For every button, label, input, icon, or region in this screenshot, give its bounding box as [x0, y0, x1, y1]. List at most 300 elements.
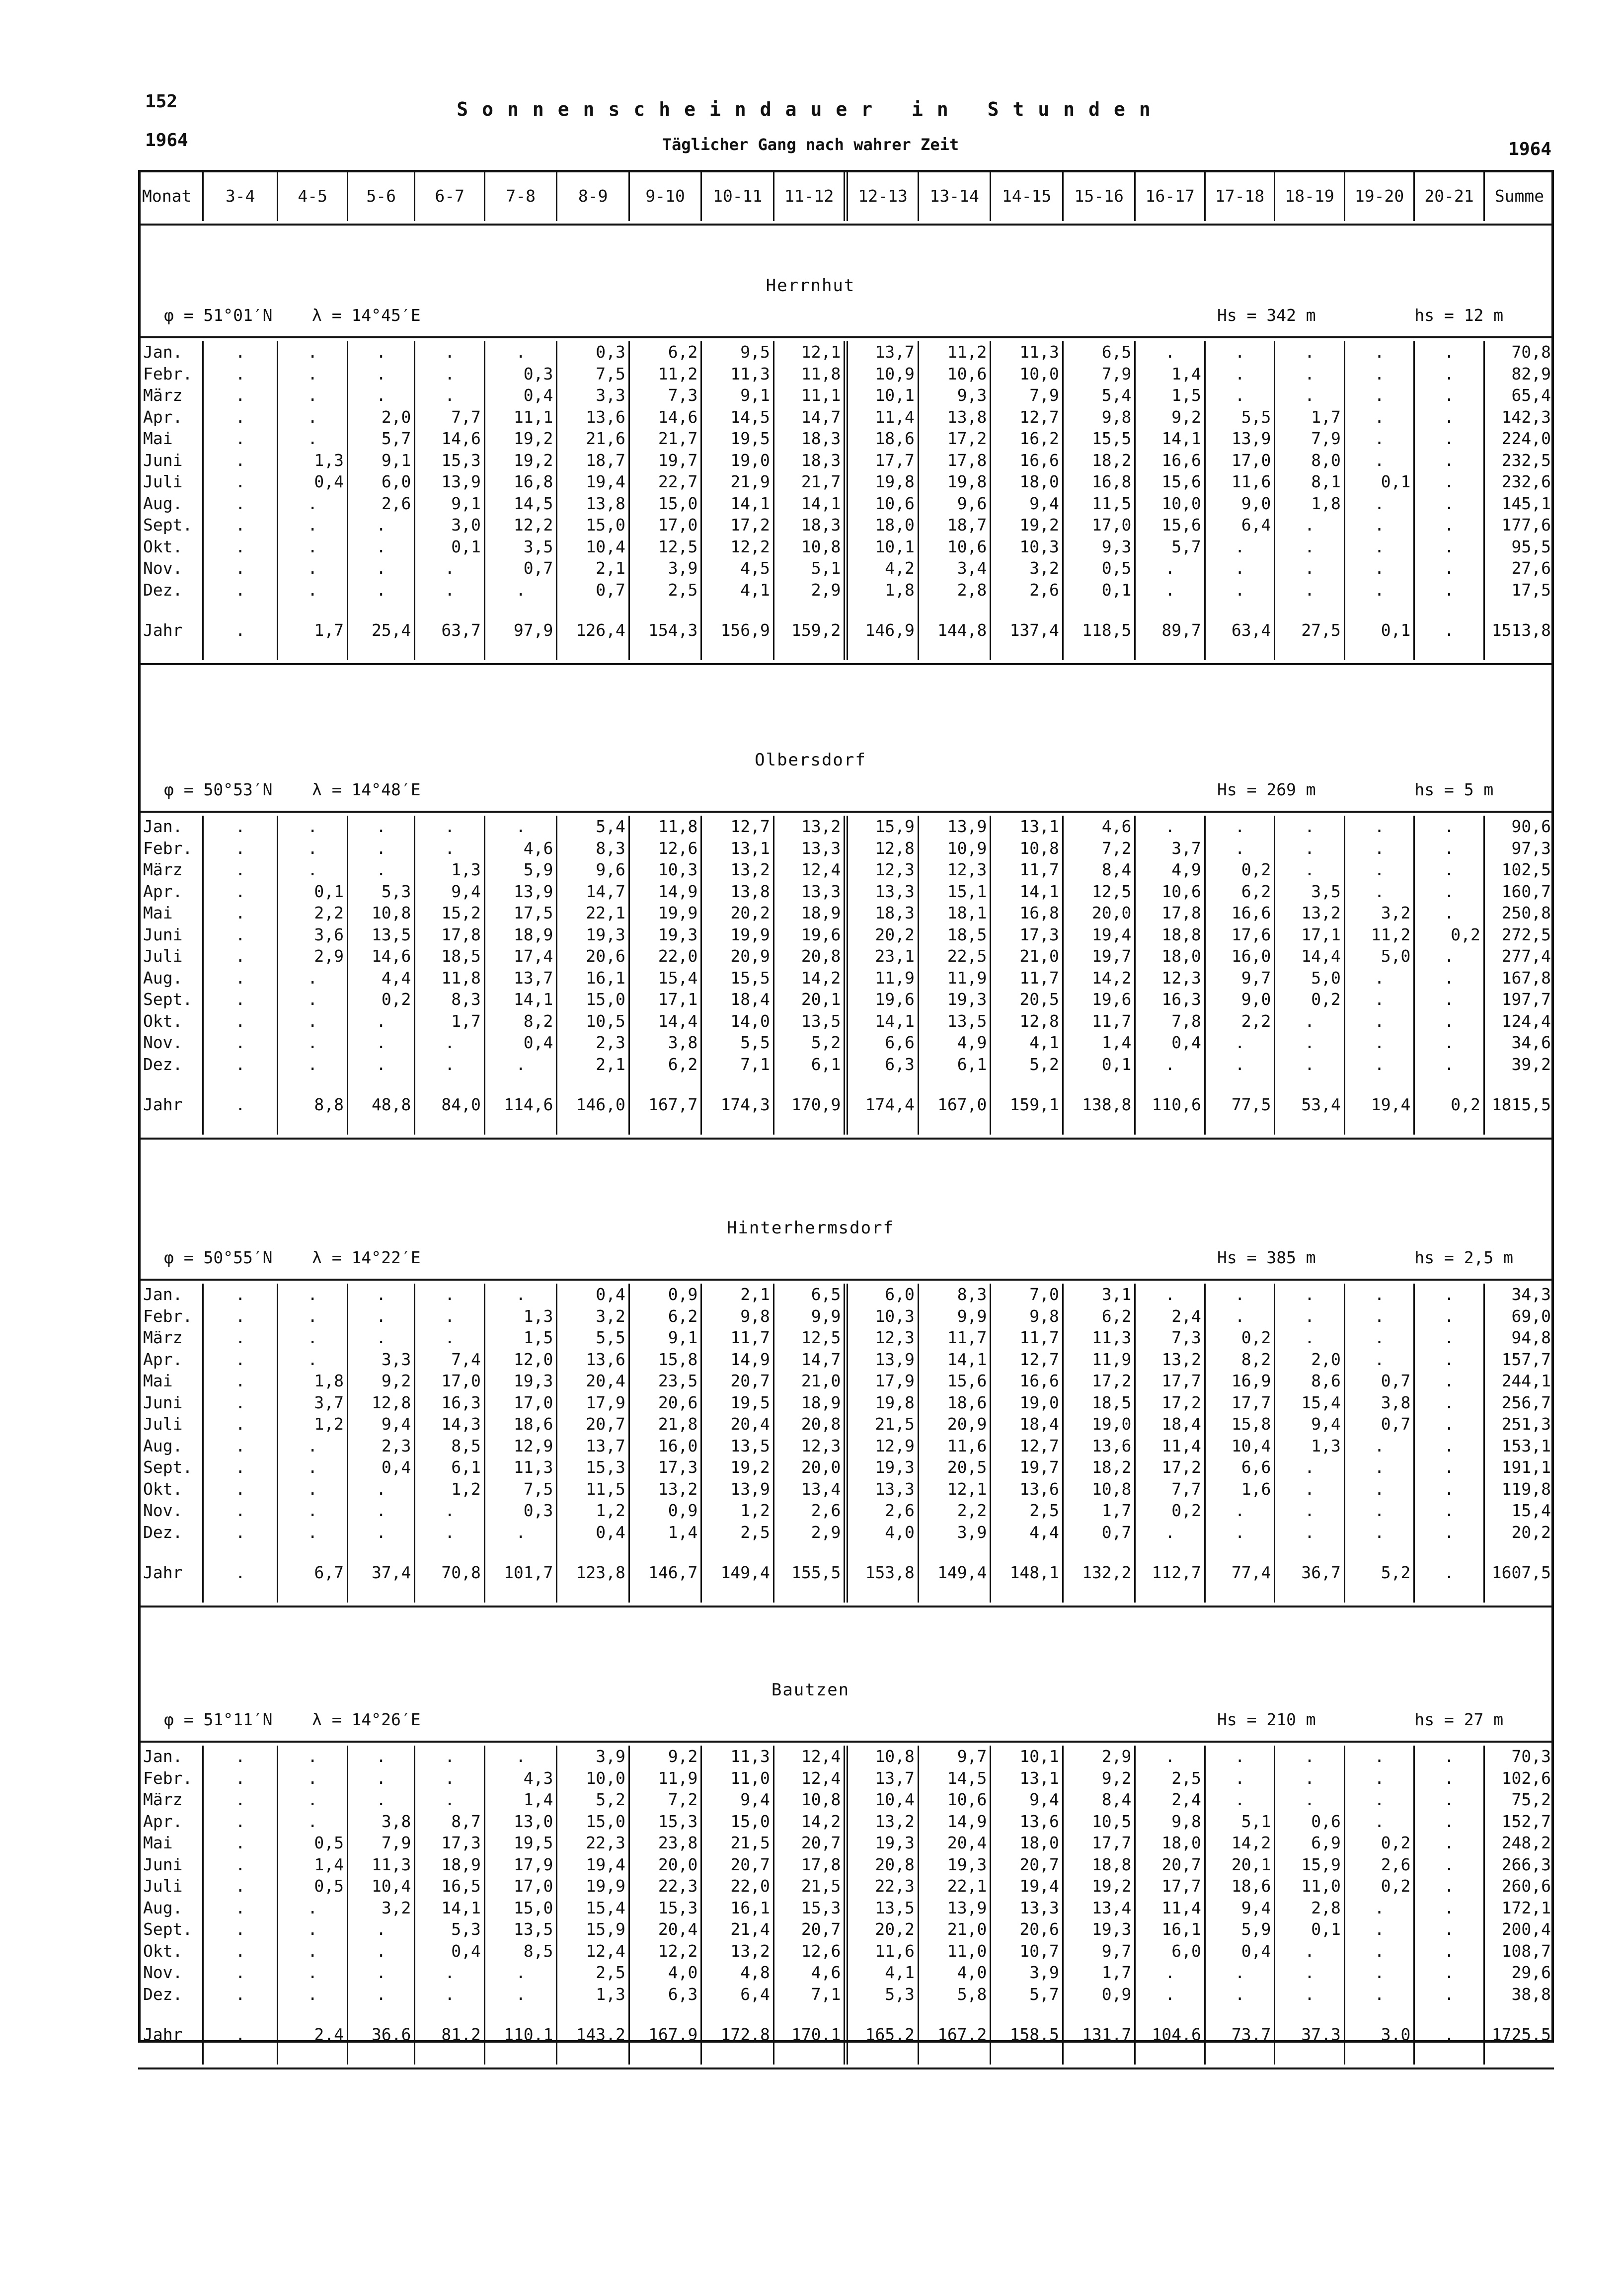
- table-cell: 167,0: [918, 1075, 991, 1135]
- table-cell: 1,8: [278, 1370, 347, 1392]
- table-cell: 5,7: [991, 1984, 1063, 2005]
- table-cell: .: [1205, 1032, 1274, 1054]
- table-cell: 19,4: [1063, 924, 1135, 946]
- row-label: Jahr: [143, 2025, 183, 2044]
- table-cell: .: [1414, 1522, 1484, 1543]
- table-cell: 16,0: [629, 1435, 701, 1457]
- sum-cell: 69,0: [1484, 1305, 1554, 1327]
- table-cell: 101,7: [484, 1543, 557, 1603]
- table-cell: 10,8: [991, 838, 1063, 859]
- table-row: [138, 1767, 1554, 1789]
- table-cell: 148,1: [991, 1543, 1063, 1603]
- row-label: Juli: [143, 1414, 183, 1434]
- table-cell: .: [415, 1500, 484, 1522]
- table-cell: .: [1344, 1522, 1414, 1543]
- table-cell: 3,8: [347, 1811, 414, 1833]
- table-cell: 17,0: [629, 514, 701, 536]
- table-cell: 20,7: [701, 1854, 774, 1876]
- table-cell: 10-11: [701, 171, 774, 221]
- table-cell: 23,5: [629, 1370, 701, 1392]
- row-label: Okt.: [143, 536, 183, 556]
- row-label: Juni: [143, 924, 183, 944]
- table-cell: 21,0: [773, 1370, 846, 1392]
- table-cell: 15,9: [557, 1918, 629, 1940]
- table-cell: .: [347, 1284, 414, 1305]
- table-cell: .: [1344, 536, 1414, 558]
- table-cell: 16-17: [1135, 171, 1205, 221]
- table-cell: 10,6: [1135, 881, 1205, 903]
- table-cell: 18-19: [1275, 171, 1344, 221]
- table-cell: 13,2: [1275, 902, 1344, 924]
- table-row: [138, 1478, 1554, 1500]
- table-cell: .: [203, 967, 278, 989]
- section-rule: [138, 336, 1554, 338]
- table-cell: 14,9: [918, 1811, 991, 1833]
- table-cell: .: [347, 1478, 414, 1500]
- table-cell: 5,0: [1275, 967, 1344, 989]
- table-cell: 12,3: [773, 1435, 846, 1457]
- station-heights: Hs = 342 m hs = 12 m: [1217, 306, 1504, 325]
- sum-cell: 94,8: [1484, 1327, 1554, 1349]
- sum-cell: 250,8: [1484, 902, 1554, 924]
- table-cell: .: [203, 341, 278, 363]
- table-cell: 0,9: [629, 1500, 701, 1522]
- table-cell: 9,1: [701, 384, 774, 406]
- table-cell: 170,9: [773, 1075, 846, 1135]
- table-cell: 3-4: [203, 171, 278, 221]
- table-cell: 63,4: [1205, 601, 1274, 660]
- table-cell: .: [278, 1435, 347, 1457]
- table-cell: 16,6: [991, 1370, 1063, 1392]
- table-cell: 4,1: [991, 1032, 1063, 1054]
- table-row: [138, 1413, 1554, 1435]
- table-cell: .: [203, 579, 278, 601]
- table-cell: 15,3: [629, 1897, 701, 1919]
- table-cell: 15,8: [1205, 1413, 1274, 1435]
- table-cell: 7,4: [415, 1349, 484, 1371]
- table-row: [138, 945, 1554, 967]
- table-cell: 4,1: [846, 1962, 919, 1984]
- table-cell: 1,7: [1275, 406, 1344, 428]
- table-cell: 3,2: [347, 1897, 414, 1919]
- table-cell: 9-10: [629, 171, 701, 221]
- table-cell: .: [1414, 1305, 1484, 1327]
- table-cell: .: [203, 1478, 278, 1500]
- table-cell: 18,0: [1135, 945, 1205, 967]
- table-cell: 14,6: [629, 406, 701, 428]
- table-cell: 11,8: [773, 363, 846, 385]
- table-cell: 11,6: [846, 1940, 919, 1962]
- table-row: [138, 1500, 1554, 1522]
- table-cell: .: [1414, 945, 1484, 967]
- table-cell: 0,2: [1205, 859, 1274, 881]
- table-cell: 7,9: [1063, 363, 1135, 385]
- year-total-row: [138, 1075, 1554, 1135]
- table-cell: 0,2: [1344, 1832, 1414, 1854]
- table-row: [138, 1918, 1554, 1940]
- table-cell: 12,4: [773, 1746, 846, 1767]
- table-cell: 18,2: [1063, 450, 1135, 471]
- table-cell: .: [1344, 428, 1414, 450]
- table-cell: .: [278, 1327, 347, 1349]
- table-cell: 9,9: [918, 1305, 991, 1327]
- table-cell: 13,9: [918, 816, 991, 838]
- table-row: [138, 859, 1554, 881]
- table-cell: 17,2: [918, 428, 991, 450]
- table-cell: 3,7: [1135, 838, 1205, 859]
- table-cell: .: [203, 1789, 278, 1811]
- station-coordinates: φ = 51°11′N λ = 14°26′E: [164, 1710, 421, 1729]
- table-cell: .: [347, 1010, 414, 1032]
- table-cell: .: [1414, 493, 1484, 515]
- table-cell: .: [203, 1875, 278, 1897]
- table-cell: 11,0: [1275, 1875, 1344, 1897]
- table-cell: 174,3: [701, 1075, 774, 1135]
- table-cell: 18,9: [773, 1392, 846, 1414]
- table-cell: .: [1205, 363, 1274, 385]
- table-cell: 159,1: [991, 1075, 1063, 1135]
- table-row: [138, 579, 1554, 601]
- table-cell: 19,9: [701, 924, 774, 946]
- table-cell: .: [203, 989, 278, 1010]
- row-label: März: [143, 385, 183, 405]
- table-row: [138, 341, 1554, 363]
- sum-cell: 224,0: [1484, 428, 1554, 450]
- table-cell: .: [1205, 838, 1274, 859]
- table-cell: .: [1414, 1370, 1484, 1392]
- table-cell: 63,7: [415, 601, 484, 660]
- table-row: [138, 1875, 1554, 1897]
- table-cell: 15,0: [629, 493, 701, 515]
- table-cell: 10,6: [918, 363, 991, 385]
- table-cell: 20,7: [1135, 1854, 1205, 1876]
- table-cell: 7,9: [347, 1832, 414, 1854]
- table-cell: 14,3: [415, 1413, 484, 1435]
- table-cell: 1,4: [278, 1854, 347, 1876]
- table-cell: 6,0: [846, 1284, 919, 1305]
- table-cell: 6,2: [629, 341, 701, 363]
- table-cell: 0,7: [1344, 1370, 1414, 1392]
- table-cell: 9,8: [1135, 1811, 1205, 1833]
- table-cell: .: [415, 384, 484, 406]
- table-cell: 20,2: [846, 924, 919, 946]
- table-cell: 0,7: [1063, 1522, 1135, 1543]
- data-table: [138, 1746, 1554, 2065]
- table-cell: .: [278, 1500, 347, 1522]
- table-cell: .: [1135, 1962, 1205, 1984]
- table-cell: 17,0: [415, 1370, 484, 1392]
- sum-cell: 97,3: [1484, 838, 1554, 859]
- row-label: Dez.: [143, 1984, 183, 2004]
- table-cell: 0,9: [1063, 1984, 1135, 2005]
- table-cell: 11,4: [846, 406, 919, 428]
- station-coordinates: φ = 50°55′N λ = 14°22′E: [164, 1248, 421, 1267]
- table-cell: 7-8: [484, 171, 557, 221]
- table-cell: 12,3: [1135, 967, 1205, 989]
- row-label: Dez.: [143, 1054, 183, 1074]
- table-cell: .: [1414, 1500, 1484, 1522]
- table-cell: .: [1414, 1478, 1484, 1500]
- table-cell: 5,4: [1063, 384, 1135, 406]
- table-cell: 13,9: [484, 881, 557, 903]
- table-cell: .: [203, 1392, 278, 1414]
- row-label: Nov.: [143, 558, 183, 578]
- table-cell: .: [347, 557, 414, 579]
- table-cell: 22,7: [629, 471, 701, 493]
- column-header-row: [138, 171, 1554, 221]
- table-cell: 12-13: [846, 171, 919, 221]
- table-cell: 9,3: [1063, 536, 1135, 558]
- table-cell: 20,6: [629, 1392, 701, 1414]
- table-cell: .: [278, 1032, 347, 1054]
- table-cell: 132,2: [1063, 1543, 1135, 1603]
- table-cell: 123,8: [557, 1543, 629, 1603]
- table-cell: 15,0: [484, 1897, 557, 1919]
- table-cell: .: [1344, 493, 1414, 515]
- sum-cell: 34,6: [1484, 1032, 1554, 1054]
- table-cell: 15,0: [557, 514, 629, 536]
- sum-cell: 124,4: [1484, 1010, 1554, 1032]
- table-cell: .: [1414, 363, 1484, 385]
- table-cell: 20,1: [1205, 1854, 1274, 1876]
- table-cell: .: [203, 1010, 278, 1032]
- sum-cell: 1513,8: [1484, 601, 1554, 660]
- table-cell: 11-12: [773, 171, 846, 221]
- table-cell: 16,0: [1205, 945, 1274, 967]
- table-cell: .: [415, 363, 484, 385]
- table-cell: 9,1: [629, 1327, 701, 1349]
- table-cell: 12,1: [918, 1478, 991, 1500]
- table-cell: 10,6: [918, 536, 991, 558]
- row-label: Dez.: [143, 580, 183, 600]
- table-cell: 19,2: [701, 1456, 774, 1478]
- station-name: Hinterhermsdorf: [726, 1218, 895, 1238]
- table-cell: 0,4: [484, 384, 557, 406]
- table-cell: .: [278, 514, 347, 536]
- table-cell: .: [203, 1854, 278, 1876]
- table-cell: 19,7: [991, 1456, 1063, 1478]
- table-cell: 14,9: [701, 1349, 774, 1371]
- table-cell: 13,6: [991, 1478, 1063, 1500]
- sum-cell: 15,4: [1484, 1500, 1554, 1522]
- table-cell: 7,7: [1135, 1478, 1205, 1500]
- table-cell: .: [278, 1456, 347, 1478]
- table-cell: 1,3: [415, 859, 484, 881]
- table-cell: .: [1344, 1435, 1414, 1457]
- table-cell: 10,0: [1135, 493, 1205, 515]
- table-cell: 17,2: [1135, 1456, 1205, 1478]
- table-cell: .: [1275, 1984, 1344, 2005]
- sum-cell: 102,6: [1484, 1767, 1554, 1789]
- table-cell: 20,7: [773, 1832, 846, 1854]
- table-cell: 4,9: [918, 1032, 991, 1054]
- sum-cell: 108,7: [1484, 1940, 1554, 1962]
- table-cell: .: [347, 1984, 414, 2005]
- row-label: Aug.: [143, 968, 183, 988]
- table-cell: 153,8: [846, 1543, 919, 1603]
- table-cell: .: [1344, 363, 1414, 385]
- table-cell: 2,3: [347, 1435, 414, 1457]
- table-cell: .: [1275, 1500, 1344, 1522]
- table-cell: 2,6: [347, 493, 414, 515]
- table-cell: 1,4: [1135, 363, 1205, 385]
- table-cell: 13,9: [846, 1349, 919, 1371]
- table-cell: 14,0: [701, 1010, 774, 1032]
- table-cell: .: [1275, 1327, 1344, 1349]
- table-cell: 172,8: [701, 2005, 774, 2065]
- table-cell: .: [203, 1032, 278, 1054]
- year-total-row: [138, 2005, 1554, 2065]
- table-cell: 19,8: [846, 471, 919, 493]
- table-cell: .: [1275, 1305, 1344, 1327]
- table-cell: .: [1344, 1897, 1414, 1919]
- row-label: März: [143, 1328, 183, 1347]
- table-cell: 2,9: [1063, 1746, 1135, 1767]
- table-cell: 15,0: [557, 1811, 629, 1833]
- table-cell: 15-16: [1063, 171, 1135, 221]
- table-cell: 0,1: [415, 536, 484, 558]
- table-cell: 9,4: [1275, 1413, 1344, 1435]
- table-cell: 1,4: [484, 1789, 557, 1811]
- row-label: Apr.: [143, 407, 183, 427]
- table-row: [138, 1811, 1554, 1833]
- table-row: [138, 1327, 1554, 1349]
- table-cell: .: [484, 1746, 557, 1767]
- table-cell: .: [203, 471, 278, 493]
- sum-cell: 142,3: [1484, 406, 1554, 428]
- table-cell: 17,7: [1135, 1370, 1205, 1392]
- row-label: Aug.: [143, 493, 183, 513]
- table-cell: 12,7: [701, 816, 774, 838]
- table-cell: 18,0: [1135, 1832, 1205, 1854]
- table-cell: 18,7: [918, 514, 991, 536]
- table-cell: 23,8: [629, 1832, 701, 1854]
- table-cell: 0,2: [1135, 1500, 1205, 1522]
- table-cell: 13,5: [484, 1918, 557, 1940]
- table-cell: .: [1414, 428, 1484, 450]
- table-cell: .: [203, 1413, 278, 1435]
- table-row: [138, 1032, 1554, 1054]
- table-cell: 17,3: [415, 1832, 484, 1854]
- row-label: März: [143, 860, 183, 879]
- table-cell: 5,1: [1205, 1811, 1274, 1833]
- table-cell: 12,5: [773, 1327, 846, 1349]
- table-cell: 48,8: [347, 1075, 414, 1135]
- table-cell: 21,5: [773, 1875, 846, 1897]
- sum-cell: 1815,5: [1484, 1075, 1554, 1135]
- table-cell: 1,8: [1275, 493, 1344, 515]
- table-cell: 53,4: [1275, 1075, 1344, 1135]
- table-cell: 10,1: [846, 536, 919, 558]
- table-cell: .: [1344, 967, 1414, 989]
- table-cell: 17,7: [1205, 1392, 1274, 1414]
- table-cell: 11,6: [1205, 471, 1274, 493]
- table-cell: 18,9: [773, 902, 846, 924]
- table-cell: 20,2: [846, 1918, 919, 1940]
- table-cell: .: [1414, 450, 1484, 471]
- table-cell: 0,5: [278, 1832, 347, 1854]
- table-cell: 19,2: [991, 514, 1063, 536]
- table-cell: .: [203, 601, 278, 660]
- table-cell: .: [1275, 1522, 1344, 1543]
- table-cell: 9,8: [1063, 406, 1135, 428]
- table-cell: 12,4: [773, 859, 846, 881]
- table-cell: .: [278, 1054, 347, 1075]
- table-cell: 22,0: [629, 945, 701, 967]
- table-cell: 13,2: [846, 1811, 919, 1833]
- table-cell: .: [1205, 1500, 1274, 1522]
- table-cell: 17,7: [1135, 1875, 1205, 1897]
- table-cell: 15,5: [701, 967, 774, 989]
- table-cell: 3,3: [347, 1349, 414, 1371]
- table-cell: 0,7: [1344, 1413, 1414, 1435]
- table-cell: 10,3: [629, 859, 701, 881]
- table-cell: 3,0: [1344, 2005, 1414, 2065]
- table-cell: 17,8: [415, 924, 484, 946]
- table-cell: 2,2: [278, 902, 347, 924]
- table-cell: .: [1275, 1940, 1344, 1962]
- table-cell: 1,7: [278, 601, 347, 660]
- table-cell: 144,8: [918, 601, 991, 660]
- row-label: Nov.: [143, 1501, 183, 1520]
- table-cell: 4,4: [347, 967, 414, 989]
- table-cell: .: [1414, 514, 1484, 536]
- section-end-rule: [138, 1606, 1554, 1607]
- table-cell: 14,2: [773, 967, 846, 989]
- table-cell: .: [203, 363, 278, 385]
- table-cell: .: [484, 1984, 557, 2005]
- table-cell: 155,5: [773, 1543, 846, 1603]
- table-cell: 14,6: [347, 945, 414, 967]
- table-cell: 14,1: [773, 493, 846, 515]
- table-cell: .: [203, 1456, 278, 1478]
- table-row: [138, 1789, 1554, 1811]
- table-cell: 6,7: [278, 1543, 347, 1603]
- table-cell: 143,2: [557, 2005, 629, 2065]
- table-row: [138, 514, 1554, 536]
- table-cell: 11,7: [1063, 1010, 1135, 1032]
- table-cell: 110,6: [1135, 1075, 1205, 1135]
- table-cell: .: [278, 1918, 347, 1940]
- table-cell: .: [347, 1918, 414, 1940]
- table-cell: 0,4: [557, 1522, 629, 1543]
- table-cell: .: [347, 514, 414, 536]
- table-cell: 10,7: [991, 1940, 1063, 1962]
- table-cell: 9,4: [991, 1789, 1063, 1811]
- table-cell: 11,3: [1063, 1327, 1135, 1349]
- table-cell: 13,7: [557, 1435, 629, 1457]
- sum-cell: 38,8: [1484, 1984, 1554, 2005]
- table-cell: 20,8: [773, 1413, 846, 1435]
- table-cell: 14,1: [701, 493, 774, 515]
- table-cell: 7,8: [1135, 1010, 1205, 1032]
- table-cell: .: [1275, 1456, 1344, 1478]
- table-cell: 2,9: [773, 579, 846, 601]
- table-cell: 14,1: [415, 1897, 484, 1919]
- table-cell: .: [278, 1478, 347, 1500]
- table-cell: 36,6: [347, 2005, 414, 2065]
- table-cell: 12,8: [991, 1010, 1063, 1032]
- table-cell: 21,5: [701, 1832, 774, 1854]
- table-cell: .: [415, 557, 484, 579]
- sum-cell: 160,7: [1484, 881, 1554, 903]
- table-cell: .: [1275, 1962, 1344, 1984]
- table-cell: 19,6: [773, 924, 846, 946]
- table-cell: 4,9: [1135, 859, 1205, 881]
- table-cell: 17,0: [484, 1392, 557, 1414]
- table-cell: 19,4: [991, 1875, 1063, 1897]
- table-cell: 11,9: [918, 967, 991, 989]
